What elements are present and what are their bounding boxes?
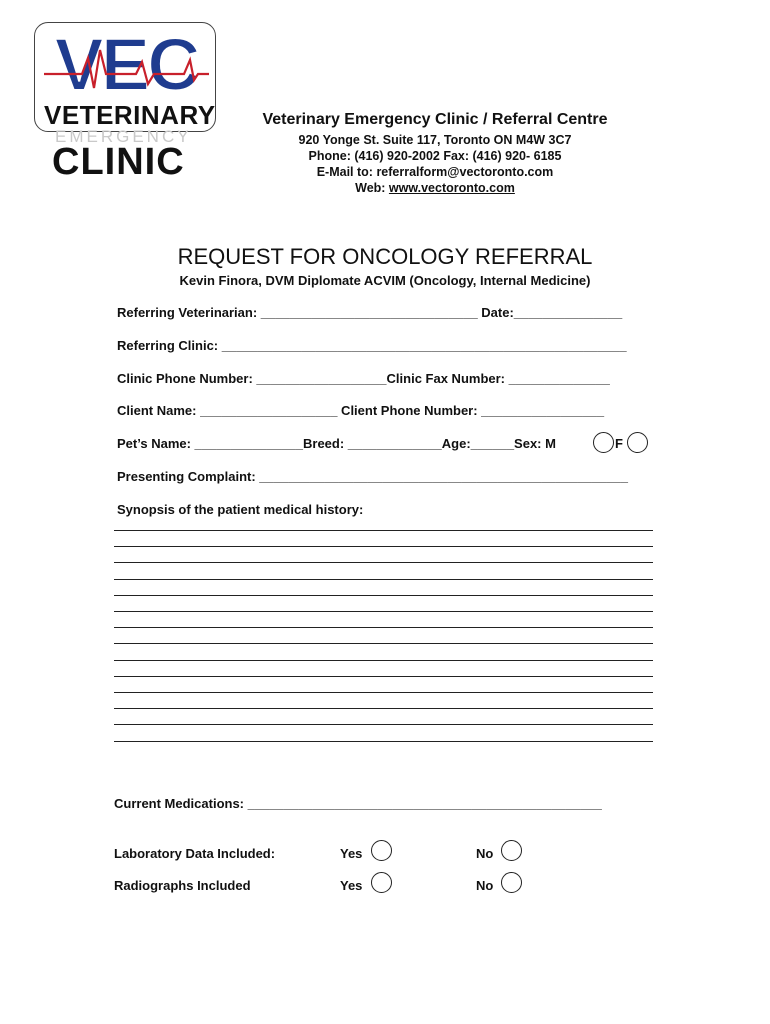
- email-label: E-Mail to:: [316, 165, 377, 179]
- synopsis-line[interactable]: [114, 741, 653, 742]
- synopsis-line[interactable]: [114, 579, 653, 580]
- sex-male-radio[interactable]: [593, 432, 614, 453]
- web-link[interactable]: www.vectoronto.com: [388, 181, 515, 195]
- vec-logo-mark: [44, 30, 209, 100]
- radio-no-label: No: [476, 878, 494, 893]
- synopsis-line[interactable]: [114, 643, 653, 644]
- synopsis-line[interactable]: [114, 546, 653, 547]
- synopsis-line[interactable]: [114, 562, 653, 563]
- clinic-address: 920 Yonge St. Suite 117, Toronto ON M4W 3C7: [298, 133, 572, 147]
- synopsis-line[interactable]: [114, 692, 653, 693]
- email-address[interactable]: referralform@vectoronto.com: [376, 165, 554, 179]
- radio-no-radio[interactable]: [501, 872, 522, 893]
- clinic-email-line: [230, 165, 640, 179]
- sex-female-radio[interactable]: [627, 432, 648, 453]
- pet-details-field[interactable]: Pet’s Name: _______________Breed: _____________Age:______Sex: M: [117, 436, 556, 451]
- logo-word-veterinary: VETERINARY: [44, 100, 216, 130]
- synopsis-line[interactable]: [114, 595, 653, 596]
- vec-letters: VEC: [54, 30, 198, 100]
- radio-yes-radio[interactable]: [371, 872, 392, 893]
- clinic-web-line: [230, 181, 640, 195]
- form-subtitle: Kevin Finora, DVM Diplomate ACVIM (Oncology, Internal Medicine): [179, 273, 591, 288]
- synopsis-label: Synopsis of the patient medical history:: [117, 502, 364, 517]
- referring-vet-field[interactable]: Referring Veterinarian: ______________________________ Date:_______________: [117, 305, 623, 320]
- web-label: Web:: [355, 181, 389, 195]
- form-title: REQUEST FOR ONCOLOGY REFERRAL: [177, 244, 593, 269]
- clinic-phone-fax: Phone: (416) 920-2002 Fax: (416) 920- 6185: [308, 149, 562, 163]
- lab-no-label: No: [476, 846, 494, 861]
- referring-clinic-field[interactable]: Referring Clinic: ________________________________________________________: [117, 338, 627, 353]
- lab-data-label: Laboratory Data Included:: [114, 846, 276, 861]
- lab-yes-label: Yes: [340, 846, 363, 861]
- sex-female-label: F: [615, 436, 623, 451]
- synopsis-line[interactable]: [114, 611, 653, 612]
- lab-yes-radio[interactable]: [371, 840, 392, 861]
- synopsis-line[interactable]: [114, 530, 653, 531]
- synopsis-line[interactable]: [114, 708, 653, 709]
- radio-yes-label: Yes: [340, 878, 363, 893]
- clinic-name: Veterinary Emergency Clinic / Referral Centre: [262, 111, 608, 128]
- lab-no-radio[interactable]: [501, 840, 522, 861]
- logo-word-emergency: EMERGENCY: [55, 127, 192, 146]
- clinic-phone-fax-field[interactable]: Clinic Phone Number: __________________Clinic Fax Number: ______________: [117, 371, 610, 386]
- synopsis-line[interactable]: [114, 627, 653, 628]
- synopsis-line[interactable]: [114, 660, 653, 661]
- client-name-field[interactable]: Client Name: ___________________ Client Phone Number: _________________: [117, 403, 605, 418]
- logo-word-clinic: CLINIC: [52, 141, 185, 183]
- medications-field[interactable]: Current Medications: _________________________________________________: [114, 796, 602, 811]
- synopsis-line[interactable]: [114, 676, 653, 677]
- presenting-complaint-field[interactable]: Presenting Complaint: ___________________________________________________: [117, 469, 629, 484]
- radiographs-label: Radiographs Included: [114, 878, 251, 893]
- synopsis-line[interactable]: [114, 724, 653, 725]
